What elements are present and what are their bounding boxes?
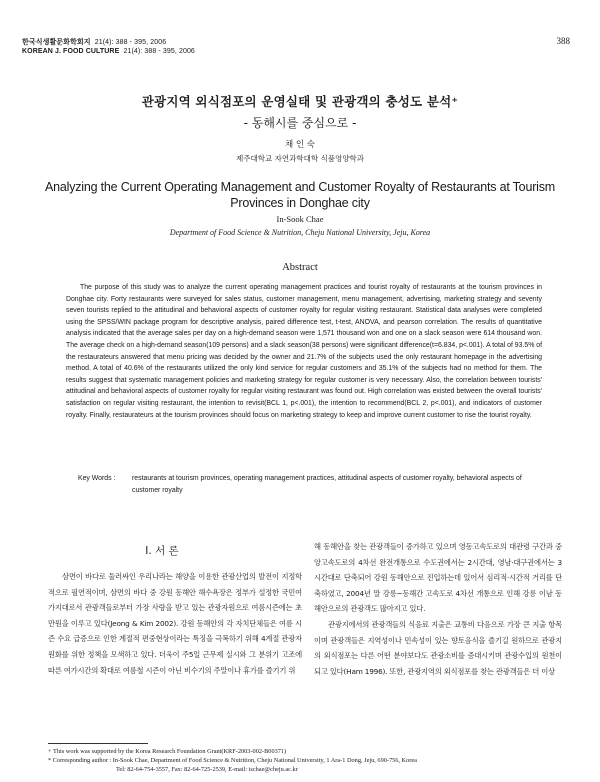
journal-citation bbox=[22, 38, 195, 56]
footnote-divider bbox=[48, 743, 148, 744]
keywords-label: Key Words : bbox=[78, 475, 116, 482]
footnote-contact: Tel: 82-64-754-3557, Fax: 82-64-725-2539, E-mail: ischae@cheju.ac.kr bbox=[116, 766, 298, 773]
journal-en-name: KOREAN J. FOOD CULTURE bbox=[22, 48, 120, 55]
english-affiliation: Department of Food Science & Nutrition, Cheju National University, Jeju, Korea bbox=[169, 228, 431, 237]
english-title: Analyzing the Current Operating Management and Customer Royalty of Restaurants at Tourism Provinces in Donghae city bbox=[44, 180, 555, 210]
page-number: 388 bbox=[556, 36, 570, 46]
korean-author: 채 인 숙 bbox=[284, 140, 316, 150]
footnote-funding: + This work was supported by the Korea Research Foundation Grant(KRF-2003-002-B00371) bbox=[48, 748, 287, 755]
footnote-corresponding-author: * Corresponding author : In-Sook Chae, Department of Food Science & Nutrition, Cheju National University, 1 Ara-1 Dong, Jeju, 690-756, Korea bbox=[48, 757, 417, 764]
journal-en-ref: 21(4): 388 - 395, 2006 bbox=[123, 48, 195, 55]
korean-title: 관광지역 외식점포의 운영실태 및 관광객의 충성도 분석⁺ bbox=[141, 94, 459, 109]
keywords-text: restaurants at tourism provinces, operating management practices, attitudinal aspects of customer royalty, behavioral aspects of customer royalty bbox=[132, 475, 522, 494]
body-right-paragraph-1: 해 동해안을 찾는 관광객들이 증가하고 있으며 영동고속도로의 대관령 구간과 중앙고속도로의 4차선 완전개통으로 수도권에서는 2시간대, 영남·대구권에서는 3시간대로 단축되어 강원 동해안으로 진입하는데 있어서 심리적·시간적 거리를 단축하였고, 2004년 말 강릉~동해간 고속도로 4차선 개통으로 인해 강릉 이남 동해안으로의 관광객도 많아지고 있다. bbox=[314, 542, 562, 614]
english-author: In-Sook Chae bbox=[276, 214, 324, 224]
section-heading-introduction: I. 서 론 bbox=[145, 545, 179, 557]
body-left-column: 삼면이 바다로 둘러싸인 우리나라는 해양을 이용한 관광산업의 발전이 지정학적으로 필연적이며, 삼면의 바다 중 강원 동해안 해수욕장은 정부가 설정한 국민여가지대로서 관광객들로부터 가장 사랑을 받고 있는 관광자원으로 여름시즌에는 초만원을 이루고 있다(Jeong & Kim 2002). 강원 동해안의 각 자치단체들은 여름 시즌 수요 급증으로 인한 계절적 편중현상이라는 특징을 극복하기 위해 4계절 관광자원화를 위한 정책을 모색하고 있다. 더욱이 주5일 근무제 실시와 그 분위기 고조에 따른 여가시간의 확대로 여름철 시즌이 아닌 비수기의 주말이나 휴가를 즐기기 위 bbox=[48, 572, 302, 675]
journal-kr-ref: 21(4): 388 - 395, 2006 bbox=[94, 39, 167, 46]
abstract-body: The purpose of this study was to analyze the current operating management practices and tourist royalty of restaurants at the tourism provinces in Donghae city. Forty restaurants were surveyed for sales status, customer management, menu management, advertising, marketing strategy and seventy seven tourists replied to the attitudinal and behavioral aspects of customer royalty for regular visiting restaurant. Statistical data analyses were completed using the SPSS/WIN package program for descriptive analysis, paired difference test, t-test, ANOVA, and pearson correlation. The results of quantitative analysis indicated that the average sales per day on a high-demand season were 1,571 thousand won and one on a slack season were 614 thousand won. The average check on a high-demand season(109 persons) and a slack season(38 persons) were significant difference(t=6.834, p<.001). A total of 93.5% of the restaurateurs answered that menu pricing was decided by the owner and 21.7% of the subjects used the only restaurant homepage in the advertising method. A total of 40.6% of the restaurants utilized the only kind service for regular customers and 35.1% of the subjects had no method for them. The results suggest that systematic management policies and marketing strategy for regular customer is very necessary. Also, the correlation between tourists' attitudinal and behavioral aspects of customer royalty for regular visiting restaurant was found out. High correlation was existed between the overall tourists' satisfaction on regular visiting restaurant, the intention to revisit(BCL 1, p<.001), the intention to recommend(BCL 2, p<.001), and indicators of customer royalty. Finally, restaurateurs at the tourism provinces should focus on marketing strategy to keep and improve current customer to rise the tourist royalty. bbox=[66, 284, 543, 419]
abstract-heading: Abstract bbox=[282, 262, 318, 273]
keywords bbox=[78, 473, 542, 497]
body-right-column bbox=[314, 539, 562, 679]
korean-affiliation: 제주대학교 자연과학대학 식품영양학과 bbox=[236, 154, 364, 163]
journal-kr-name: 한국식생활문화학회지 bbox=[22, 39, 91, 46]
korean-subtitle: - 동해시를 중심으로 - bbox=[243, 116, 357, 130]
body-right-paragraph-2: 관광지에서의 관광객들의 식음료 지출은 교통비 다음으로 가장 큰 지출 항목이며 관광객들은 지역성이나 민속성이 있는 향토음식을 즐기길 원하므로 관광지의 외식점포는 다른 어떤 분야보다도 관광소비를 증대시키며 관광수입의 원천이 되고 있다(Ham 1996). 또한, 관광지역의 외식점포를 찾는 관광객들은 더 이상 bbox=[314, 619, 562, 676]
